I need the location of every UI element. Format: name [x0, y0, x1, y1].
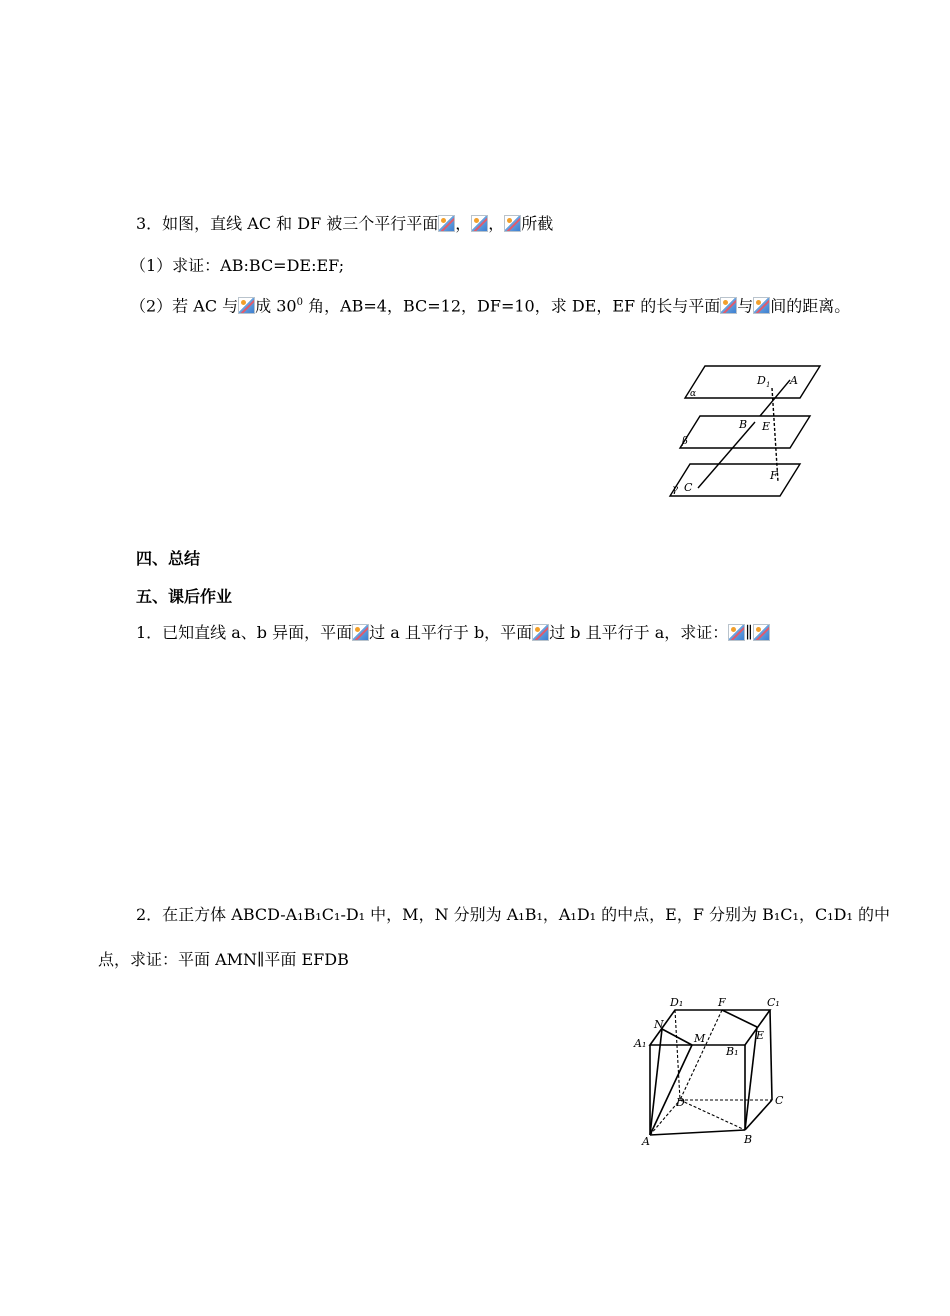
q3-part2-d: 与 — [737, 296, 754, 316]
label-d: D — [757, 374, 766, 387]
edge-f-e — [722, 1010, 757, 1027]
label-a1: A₁ — [634, 1037, 647, 1050]
section-homework-title: 五、课后作业 — [136, 587, 233, 606]
hw1-c: 过 b 且平行于 a，求证： — [549, 623, 729, 642]
label-c: C — [775, 1094, 784, 1107]
broken-image-icon — [532, 624, 549, 641]
q3-part2-b: 成 30 — [255, 296, 297, 316]
label-f: F — [718, 996, 726, 1009]
q3-sep2: ， — [488, 214, 505, 233]
hw2-line2: 点，求证：平面 AMN∥平面 EFDB — [98, 950, 349, 969]
q3-prefix: 3．如图，直线 AC 和 DF 被三个平行平面 — [136, 214, 439, 233]
broken-image-icon — [728, 624, 745, 641]
edge-f-d — [680, 1010, 722, 1100]
hw1-d: ∥ — [745, 623, 753, 642]
broken-image-icon — [238, 297, 255, 314]
q3-part2-sup: 0 — [296, 297, 303, 308]
three-planes-figure — [660, 360, 830, 500]
section-summary-title: 四、总结 — [136, 549, 201, 568]
edge-c1-c — [770, 1010, 772, 1100]
label-e: E — [762, 420, 771, 433]
hw1-statement — [136, 623, 770, 643]
label-c1: C₁ — [767, 996, 780, 1009]
broken-image-icon — [720, 297, 737, 314]
label-f: F — [770, 469, 778, 482]
label-beta: β — [682, 436, 688, 447]
label-n: N — [654, 1018, 664, 1031]
edge-d-b — [680, 1100, 745, 1130]
line-df — [772, 388, 778, 482]
q3-sep1: ， — [455, 214, 472, 233]
cube-top-face — [650, 1010, 770, 1045]
broken-image-icon — [471, 215, 488, 232]
broken-image-icon — [753, 624, 770, 641]
broken-image-icon — [504, 215, 521, 232]
label-d: D — [676, 1096, 685, 1109]
label-b: B — [739, 418, 748, 431]
q3-part2-a: （2）若 AC 与 — [130, 296, 239, 316]
label-gamma: γ — [672, 484, 678, 495]
broken-image-icon — [352, 624, 369, 641]
q3-part2-c: 角，AB=4，BC=12，DF=10，求 DE，EF 的长与平面 — [302, 296, 721, 316]
label-c: C — [684, 481, 693, 494]
label-d-sub: 1 — [766, 381, 771, 389]
label-d1: D₁ — [670, 996, 684, 1009]
q3-statement — [136, 214, 553, 234]
label-b: B — [744, 1133, 753, 1146]
hw2-line1: 2．在正方体 ABCD-A₁B₁C₁-D₁ 中，M，N 分别为 A₁B₁，A₁D₁ 的中点，E，F 分别为 B₁C₁，C₁D₁ 的中 — [136, 905, 890, 924]
edge-b-c — [745, 1100, 772, 1130]
hw1-a: 1．已知直线 a、b 异面，平面 — [136, 623, 353, 642]
label-alpha: α — [690, 389, 697, 399]
q3-part2 — [130, 293, 850, 316]
cube-figure — [630, 995, 800, 1150]
label-e: E — [756, 1029, 765, 1042]
label-a: A — [790, 374, 798, 387]
label-m: M — [694, 1032, 706, 1045]
edge-d1-d — [675, 1010, 680, 1100]
edge-a-b — [650, 1130, 745, 1135]
edge-a-m — [650, 1045, 692, 1135]
q3-part2-e: 间的距离。 — [770, 296, 851, 316]
broken-image-icon — [438, 215, 455, 232]
q3-suffix: 所截 — [521, 214, 554, 233]
line-ac-mid — [698, 422, 755, 488]
plane-alpha — [685, 366, 820, 398]
q3-part1: （1）求证：AB:BC=DE:EF; — [130, 256, 345, 275]
label-b1: B₁ — [726, 1045, 739, 1058]
broken-image-icon — [753, 297, 770, 314]
hw1-b: 过 a 且平行于 b，平面 — [369, 623, 533, 642]
label-a: A — [642, 1135, 650, 1148]
